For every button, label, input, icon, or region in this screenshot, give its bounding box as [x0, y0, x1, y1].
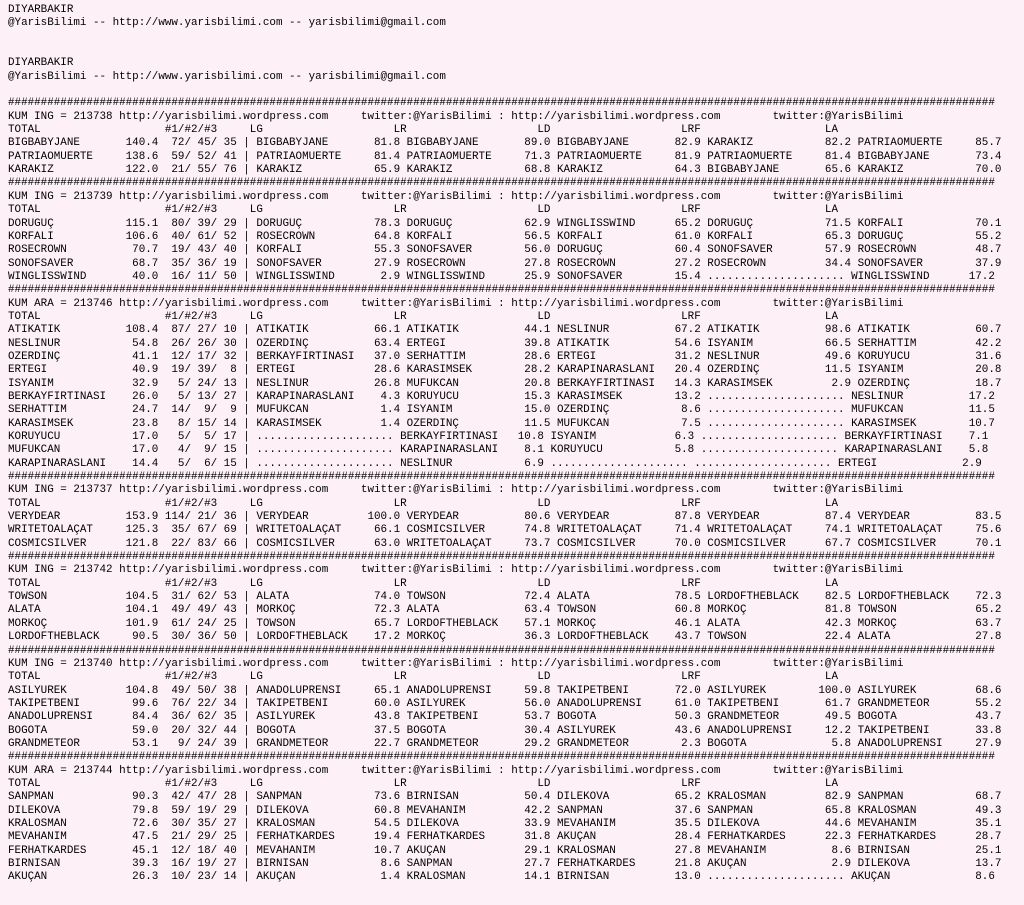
- table-row: GRANDMETEOR 53.1 9/ 24/ 39 | GRANDMETEOR 22.7 GRANDMETEOR 29.2 GRANDMETEOR 2.3 BOGOTA 5.8 ANADOLUPRENSI 27.9: [8, 737, 1002, 750]
- column-header: TOTAL #1/#2/#3 LG LR LD LRF LA: [8, 204, 839, 217]
- column-header: TOTAL #1/#2/#3 LG LR LD LRF LA: [8, 577, 839, 590]
- table-row: VERYDEAR 153.9 114/ 21/ 36 | VERYDEAR 100.0 VERYDEAR 80.6 VERYDEAR 87.8 VERYDEAR 87.4 VERYDEAR 83.5: [8, 511, 1002, 524]
- table-row: NESLINUR 54.8 26/ 26/ 30 | ÖZERDINÇ 63.4 ERTEGI 39.8 ATIKATIK 54.6 ISYANIM 66.5 SERHATTIM 42.2: [8, 337, 1002, 350]
- column-header: TOTAL #1/#2/#3 LG LR LD LRF LA: [8, 777, 839, 790]
- spacer: [8, 31, 1024, 44]
- table-row: COSMICSILVER 121.8 22/ 83/ 66 | COSMICSILVER 63.0 WRITETOALAÇAT 73.7 COSMICSILVER 70.0 COSMICSILVER 67.7 COSMICSILVER 70.1: [8, 537, 1002, 550]
- column-header: TOTAL #1/#2/#3 LG LR LD LRF LA: [8, 310, 839, 323]
- table-row: BIGBABYJANE 140.4 72/ 45/ 35 | BIGBABYJANE 81.8 BIGBABYJANE 89.0 BIGBABYJANE 82.9 KARAKIZ 82.2 PATRIAOMUERTE 85.7: [8, 137, 1002, 150]
- table-row: PATRIAOMUERTE 138.6 59/ 52/ 41 | PATRIAOMUERTE 81.4 PATRIAOMUERTE 71.3 PATRIAOMUERTE 81.9 PATRIAOMUERTE 81.4 BIGBABYJANE 73.4: [8, 150, 1002, 163]
- table-row: ÖZERDINÇ 41.1 12/ 17/ 32 | BERKAYFIRTINASI 37.0 SERHATTIM 28.6 ERTEGI 31.2 NESLINUR 49.6 KORUYUCU 31.6: [8, 350, 1002, 363]
- section-title: KUM ING = 213738 http://yarisbilimi.wordpress.com twitter:@YarisBilimi : http://yarisbilimi.wordpress.com twitter:@YarisBilimi: [8, 110, 904, 123]
- table-row: KARAKIZ 122.0 21/ 55/ 76 | KARAKIZ 65.9 KARAKIZ 68.8 KARAKIZ 64.3 BIGBABYJANE 65.6 KARAKIZ 70.0: [8, 164, 1002, 177]
- race-section: [8, 284, 1024, 471]
- table-row: LORDOFTHEBLACK 90.5 30/ 36/ 50 | LORDOFTHEBLACK 17.2 MORKOÇ 36.3 LORDOFTHEBLACK 43.7 TOWSON 22.4 ALATA 27.8: [8, 631, 1002, 644]
- table-row: BIRNISAN 39.3 16/ 19/ 27 | BIRNISAN 8.6 SANPMAN 27.7 FERHATKARDES 21.8 AKUÇAN 2.9 DILEKOVA 13.7: [8, 858, 1002, 870]
- city-title: DIYARBAKIR: [8, 57, 74, 70]
- table-row: WINGLISSWIND 40.0 16/ 11/ 50 | WINGLISSWIND 2.9 WINGLISSWIND 25.9 SONOFSAVER 15.4 ..................... WINGLISSWIND 17.2: [8, 270, 995, 283]
- section-title: KUM ING = 213740 http://yarisbilimi.wordpress.com twitter:@YarisBilimi : http://yarisbilimi.wordpress.com twitter:@YarisBilimi: [8, 657, 904, 670]
- section-title: KUM ING = 213737 http://yarisbilimi.wordpress.com twitter:@YarisBilimi : http://yarisbilimi.wordpress.com twitter:@YarisBilimi: [8, 484, 904, 497]
- contact-line: @YarisBilimi -- http://www.yarisbilimi.com -- yarisbilimi@gmail.com: [8, 70, 446, 83]
- table-row: KARASIMSEK 23.8 8/ 15/ 14 | KARASIMSEK 1.4 ÖZERDINÇ 11.5 MUFUKCAN 7.5 ..................... KARASIMSEK 10.7: [8, 417, 995, 430]
- spacer: [8, 44, 1024, 57]
- race-section: [8, 751, 1024, 884]
- table-row: MORKOÇ 101.9 61/ 24/ 25 | TOWSON 65.7 LORDOFTHEBLACK 57.1 MORKOÇ 46.1 ALATA 42.3 MORKOÇ 63.7: [8, 617, 1002, 630]
- table-row: AKUÇAN 26.3 10/ 23/ 14 | AKUÇAN 1.4 KRALOSMAN 14.1 BIRNISAN 13.0 ..................... AKUÇAN 8.6: [8, 871, 995, 884]
- race-section: [8, 551, 1024, 644]
- table-row: ANADOLUPRENSI 84.4 36/ 62/ 35 | ASILYÜREK 43.8 TAKIPETBENI 53.7 BOGOTA 50.3 GRANDMETEOR 49.5 BOGOTA 43.7: [8, 711, 1002, 724]
- table-row: ALATA 104.1 49/ 49/ 43 | MORKOÇ 72.3 ALATA 63.4 TOWSON 60.8 MORKOÇ 81.8 TOWSON 65.2: [8, 604, 1002, 617]
- race-section: [8, 97, 1024, 177]
- section-title: KUM ARA = 213744 http://yarisbilimi.wordpress.com twitter:@YarisBilimi : http://yarisbilimi.wordpress.com twitter:@YarisBilimi: [8, 764, 904, 777]
- section-title: KUM ARA = 213746 http://yarisbilimi.wordpress.com twitter:@YarisBilimi : http://yarisbilimi.wordpress.com twitter:@YarisBilimi: [8, 297, 904, 310]
- table-row: KARAPINARASLANI 14.4 5/ 6/ 15 | ..................... NESLINUR 6.9 ..................... ..................... ERTEGI 2.9: [8, 457, 982, 470]
- table-row: DORUGÜÇ 115.1 80/ 39/ 29 | DORUGÜÇ 78.3 DORUGÜÇ 62.9 WINGLISSWIND 65.2 DORUGÜÇ 71.5 KORFALI 70.1: [8, 217, 1002, 230]
- table-row: MEVAHANIM 47.5 21/ 29/ 25 | FERHATKARDES 19.4 FERHATKARDES 31.8 AKUÇAN 28.4 FERHATKARDES 22.3 FERHATKARDES 28.7: [8, 831, 1002, 844]
- table-row: ASILYÜREK 104.8 49/ 50/ 38 | ANADOLUPRENSI 65.1 ANADOLUPRENSI 59.8 TAKIPETBENI 72.0 ASILYÜREK 100.0 ASILYÜREK 68.6: [8, 684, 1002, 697]
- table-row: ROSECROWN 70.7 19/ 43/ 40 | KORFALI 55.3 SONOFSAVER 56.0 DORUGÜÇ 60.4 SONOFSAVER 57.9 ROSECROWN 48.7: [8, 244, 1002, 257]
- separator-line: #######################################################################################################################################################: [8, 644, 995, 657]
- table-row: ATIKATIK 108.4 87/ 27/ 10 | ATIKATIK 66.1 ATIKATIK 44.1 NESLINUR 67.2 ATIKATIK 98.6 ATIKATIK 60.7: [8, 324, 1002, 337]
- table-row: TOWSON 104.5 31/ 62/ 53 | ALATA 74.0 TOWSON 72.4 ALATA 78.5 LORDOFTHEBLACK 82.5 LORDOFTHEBLACK 72.3: [8, 591, 1002, 604]
- table-row: KORUYUCU 17.0 5/ 5/ 17 | ..................... BERKAYFIRTINASI 10.8 ISYANIM 6.3 ..................... BERKAYFIRTINASI 7.1: [8, 431, 989, 443]
- table-row: BOGOTA 59.0 20/ 32/ 44 | BOGOTA 37.5 BOGOTA 30.4 ASILYÜREK 43.6 ANADOLUPRENSI 12.2 TAKIPETBENI 33.8: [8, 724, 1002, 737]
- race-section: [8, 471, 1024, 551]
- table-row: KRALOSMAN 72.6 30/ 35/ 27 | KRALOSMAN 54.5 DILEKOVA 33.9 MEVAHANIM 35.5 DILEKOVA 44.6 MEVAHANIM 35.1: [8, 817, 1002, 830]
- column-header: TOTAL #1/#2/#3 LG LR LD LRF LA: [8, 124, 839, 137]
- separator-line: #######################################################################################################################################################: [8, 551, 995, 564]
- race-section: [8, 645, 1024, 752]
- table-row: FERHATKARDES 45.1 12/ 18/ 40 | MEVAHANIM 10.7 AKUÇAN 29.1 KRALOSMAN 27.8 MEVAHANIM 8.6 BIRNISAN 25.1: [8, 844, 1002, 857]
- separator-line: #######################################################################################################################################################: [8, 284, 995, 297]
- table-row: BERKAYFIRTINASI 26.0 5/ 13/ 27 | KARAPINARASLANI 4.3 KORUYUCU 15.3 KARASIMSEK 13.2 ..................... NESLINUR 17.2: [8, 390, 995, 403]
- separator-line: #######################################################################################################################################################: [8, 97, 995, 110]
- column-header: TOTAL #1/#2/#3 LG LR LD LRF LA: [8, 497, 839, 510]
- table-row: DILEKOVA 79.8 59/ 19/ 29 | DILEKOVA 60.8 MEVAHANIM 42.2 SANPMAN 37.6 SANPMAN 65.8 KRALOSMAN 49.3: [8, 804, 1002, 817]
- table-row: MUFUKCAN 17.0 4/ 9/ 15 | ..................... KARAPINARASLANI 8.1 KORUYUCU 5.8 ..................... KARAPINARASLANI 5.8: [8, 444, 989, 457]
- table-row: ERTEGI 40.9 19/ 39/ 8 | ERTEGI 28.6 KARASIMSEK 28.2 KARAPINARASLANI 20.4 ÖZERDINÇ 11.5 ISYANIM 20.8: [8, 364, 1002, 377]
- table-row: SANPMAN 90.3 42/ 47/ 28 | SANPMAN 73.6 BIRNISAN 50.4 DILEKOVA 65.2 KRALOSMAN 82.9 SANPMAN 68.7: [8, 791, 1002, 804]
- table-row: SONOFSAVER 68.7 35/ 36/ 19 | SONOFSAVER 27.9 ROSECROWN 27.8 ROSECROWN 27.2 ROSECROWN 34.4 SONOFSAVER 37.9: [8, 257, 1002, 270]
- separator-line: #######################################################################################################################################################: [8, 177, 995, 190]
- section-title: KUM ING = 213739 http://yarisbilimi.wordpress.com twitter:@YarisBilimi : http://yarisbilimi.wordpress.com twitter:@YarisBilimi: [8, 190, 904, 203]
- table-row: SERHATTIM 24.7 14/ 9/ 9 | MUFUKCAN 1.4 ISYANIM 15.0 ÖZERDINÇ 8.6 ..................... MUFUKCAN 11.5: [8, 404, 995, 417]
- contact-line: @YarisBilimi -- http://www.yarisbilimi.com -- yarisbilimi@gmail.com: [8, 17, 446, 30]
- section-title: KUM ING = 213742 http://yarisbilimi.wordpress.com twitter:@YarisBilimi : http://yarisbilimi.wordpress.com twitter:@YarisBilimi: [8, 564, 904, 577]
- separator-line: #######################################################################################################################################################: [8, 751, 995, 764]
- race-sections: [8, 97, 1024, 884]
- table-row: ISYANIM 32.9 5/ 24/ 13 | NESLINUR 26.8 MUFUKCAN 20.8 BERKAYFIRTINASI 14.3 KARASIMSEK 2.9 ÖZERDINÇ 18.7: [8, 377, 1002, 390]
- column-header: TOTAL #1/#2/#3 LG LR LD LRF LA: [8, 671, 839, 684]
- table-row: TAKIPETBENI 99.6 76/ 22/ 34 | TAKIPETBENI 60.0 ASILYÜREK 56.0 ANADOLUPRENSI 61.0 TAKIPETBENI 61.7 GRANDMETEOR 55.2: [8, 697, 1002, 710]
- city-title: DIYARBAKIR: [8, 4, 74, 16]
- spacer: [8, 84, 1024, 97]
- race-section: [8, 177, 1024, 284]
- table-row: KORFALI 106.6 40/ 61/ 52 | ROSECROWN 64.8 KORFALI 56.5 KORFALI 61.0 KORFALI 65.3 DORUGÜÇ 55.2: [8, 230, 1002, 243]
- table-row: WRITETOALAÇAT 125.3 35/ 67/ 69 | WRITETOALAÇAT 66.1 COSMICSILVER 74.8 WRITETOALAÇAT 71.4 WRITETOALAÇAT 74.1 WRITETOALAÇAT 75.6: [8, 524, 1002, 537]
- separator-line: #######################################################################################################################################################: [8, 471, 995, 484]
